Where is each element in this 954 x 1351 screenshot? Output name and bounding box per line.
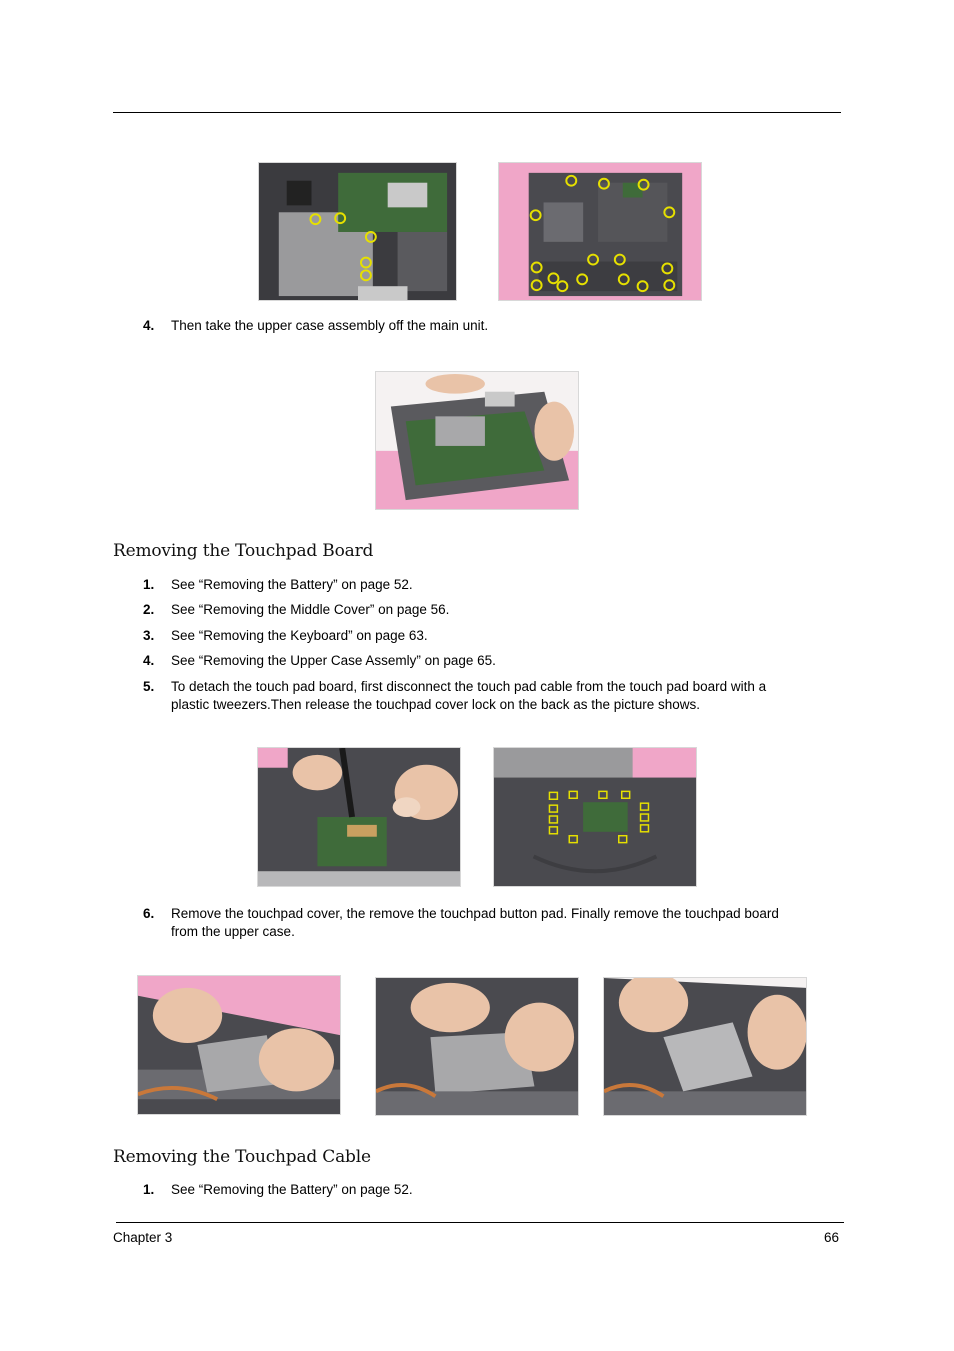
- photo-lift-upper-case: [375, 371, 579, 510]
- photo-remove-touchpad-board: [603, 977, 807, 1116]
- step-number: 1.: [143, 1182, 155, 1197]
- step-text-line-1: Remove the touchpad cover, the remove the touchpad button pad. Finally remove the touchpad board: [171, 906, 779, 921]
- photo-tweezers-cable: [257, 747, 461, 887]
- footer-page-number: 66: [824, 1230, 840, 1245]
- step-text: See “Removing the Battery” on page 52.: [171, 577, 413, 592]
- step-number: 1.: [143, 577, 155, 592]
- step-number: 5.: [143, 679, 155, 694]
- step-text-line-1: To detach the touch pad board, first disconnect the touch pad cable from the touch pad board with a: [171, 679, 767, 694]
- step-number: 4.: [143, 653, 155, 668]
- header-rule: [113, 112, 841, 113]
- photo-mainboard-screws: [258, 162, 457, 301]
- photo-bottom-case-screws: [498, 162, 702, 301]
- footer-chapter: Chapter 3: [113, 1230, 173, 1245]
- step-number: 6.: [143, 906, 155, 921]
- section-heading-touchpad-cable: Removing the Touchpad Cable: [113, 1147, 371, 1167]
- step-6-remove-cover: [143, 905, 843, 941]
- step-text: See “Removing the Keyboard” on page 63.: [171, 628, 428, 643]
- photo-cover-lock-points: [493, 747, 697, 887]
- step-5-detach-board: [143, 678, 843, 714]
- section-heading-touchpad-board: Removing the Touchpad Board: [113, 541, 374, 561]
- step-text-line-2: plastic tweezers.Then release the touchpad cover lock on the back as the picture shows.: [171, 697, 701, 712]
- photo-remove-cover: [137, 975, 341, 1115]
- step-text: See “Removing the Battery” on page 52.: [171, 1182, 413, 1197]
- step-text: See “Removing the Upper Case Assemly” on page 65.: [171, 653, 496, 668]
- photo-remove-button-pad: [375, 977, 579, 1116]
- step-text-line-2: from the upper case.: [171, 924, 295, 939]
- step-number: 4.: [143, 318, 155, 333]
- step-number: 3.: [143, 628, 155, 643]
- step-text: See “Removing the Middle Cover” on page 56.: [171, 602, 450, 617]
- step-text: Then take the upper case assembly off the main unit.: [171, 318, 489, 333]
- step-number: 2.: [143, 602, 155, 617]
- footer-rule: [116, 1222, 844, 1223]
